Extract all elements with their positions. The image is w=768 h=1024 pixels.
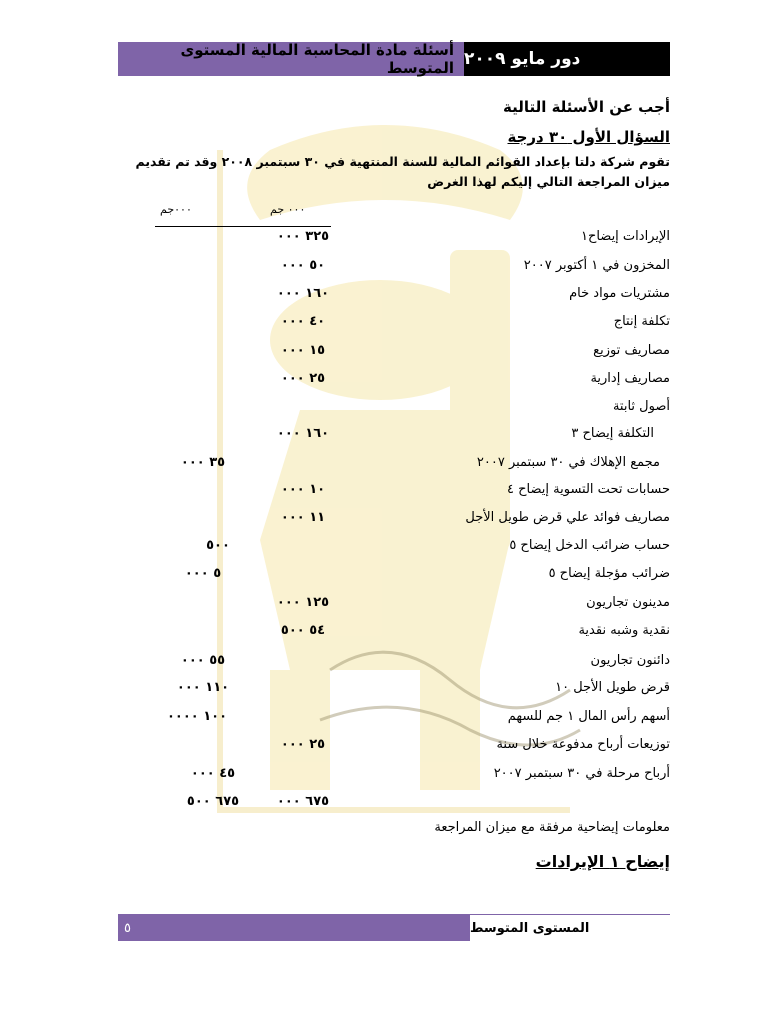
row-label: المخزون في ١ أكتوبر ٢٠٠٧: [523, 258, 670, 273]
row-label: حساب ضرائب الدخل إيضاح ٥: [509, 538, 670, 553]
row-debit: ٥٠ ٠٠٠: [280, 258, 326, 273]
row-label: ضرائب مؤجلة إيضاح ٥: [548, 566, 670, 581]
header-title: أسئلة مادة المحاسبة المالية المستوى المتوسط: [118, 42, 464, 76]
row-label: دائنون تجاريون: [590, 653, 670, 668]
row-label: أسهم رأس المال ١ جم للسهم: [507, 709, 670, 724]
row-label: التكلفة إيضاح ٣: [571, 426, 654, 441]
table-row: [118, 452, 670, 474]
row-label: مجمع الإهلاك في ٣٠ سبتمبر ٢٠٠٧: [476, 455, 660, 470]
table-row: [118, 592, 670, 614]
row-label: أرباح مرحلة في ٣٠ سبتمبر ٢٠٠٧: [493, 766, 670, 781]
row-debit: ٢٥ ٠٠٠: [280, 737, 326, 752]
row-label: حسابات تحت التسوية إيضاح ٤: [507, 482, 670, 497]
row-debit: ١٢٥ ٠٠٠: [276, 595, 330, 610]
row-label: قرض طويل الأجل ١٠: [555, 680, 670, 695]
table-row: [118, 650, 670, 672]
column-header-1: ٠٠٠ جم: [270, 203, 306, 216]
row-debit: ١٠ ٠٠٠: [280, 482, 326, 497]
row-label: مصاريف إدارية: [590, 371, 670, 386]
table-row: [118, 396, 670, 418]
table-row: [118, 255, 670, 277]
header-bar: [118, 42, 670, 76]
row-label: مدينون تجاريون: [586, 595, 670, 610]
row-label: مصاريف فوائد علي قرض طويل الأجل: [465, 510, 670, 525]
row-label: توزيعات أرباح مدفوعة خلال سنة: [496, 737, 670, 752]
row-credit: ٥ ٠٠٠: [184, 566, 222, 581]
row-debit: ٥٤ ٥٠٠: [280, 623, 326, 638]
row-debit: ٤٠ ٠٠٠: [280, 314, 326, 329]
table-row: [118, 283, 670, 305]
row-debit: ١١ ٠٠٠: [280, 510, 326, 525]
question-heading: السؤال الأول ٣٠ درجة: [507, 128, 670, 146]
question-intro: تقوم شركة دلتا بإعداد القوائم المالية للسنة المنتهية في ٣٠ سبتمبر ٢٠٠٨ وقد تم تقديم ميزان المراجعة التالي إليكم لهذا الغرض: [135, 154, 670, 189]
table-row: [118, 368, 670, 390]
row-credit: ٦٧٥ ٥٠٠: [186, 794, 240, 809]
row-debit: ٢٥ ٠٠٠: [280, 371, 326, 386]
footer-bar: [118, 914, 670, 941]
row-debit: ٦٧٥ ٠٠٠: [276, 794, 330, 809]
row-label: أصول ثابتة: [612, 399, 670, 414]
table-row: [118, 677, 670, 699]
table-row: [118, 479, 670, 501]
table-row: [118, 507, 670, 529]
row-label: تكلفة إنتاج: [613, 314, 670, 329]
notes-text: معلومات إيضاحية مرفقة مع ميزان المراجعة: [434, 820, 670, 835]
header-session: دور مايو ٢٠٠٩: [464, 42, 670, 76]
row-debit: ٣٢٥ ٠٠٠: [276, 229, 330, 244]
table-row: [118, 226, 670, 248]
row-debit: ١٦٠ ٠٠٠: [276, 286, 330, 301]
row-credit: ١٠٠ ٠٠٠٠: [166, 709, 228, 724]
row-debit: ١٦٠ ٠٠٠: [276, 426, 330, 441]
instructions-heading: أجب عن الأسئلة التالية: [502, 98, 670, 116]
table-row: [118, 763, 670, 785]
row-debit: ١٥ ٠٠٠: [280, 343, 326, 358]
row-credit: ٥٥ ٠٠٠: [180, 653, 226, 668]
table-row: [118, 535, 670, 557]
explanation-heading: إيضاح ١ الإيرادات: [535, 852, 670, 871]
row-label: الإيرادات إيضاح١: [580, 229, 670, 244]
table-row: [118, 340, 670, 362]
row-label: مصاريف توزيع: [593, 343, 670, 358]
table-row-total: [118, 791, 670, 813]
table-row: [118, 423, 670, 445]
table-row: [118, 706, 670, 728]
row-label: مشتريات مواد خام: [569, 286, 670, 301]
table-row: [118, 563, 670, 585]
footer-level: المستوى المتوسط: [470, 920, 590, 936]
row-credit: ٤٥ ٠٠٠: [190, 766, 236, 781]
row-credit: ٣٥ ٠٠٠: [180, 455, 226, 470]
table-row: [118, 311, 670, 333]
page-number: ٥: [118, 915, 470, 941]
row-credit: ١١٠ ٠٠٠: [176, 680, 230, 695]
table-row: [118, 620, 670, 642]
row-credit: ٥٠٠: [206, 538, 230, 553]
column-header-2: ٠٠٠جم: [160, 203, 192, 216]
table-row: [118, 734, 670, 756]
row-label: نقدية وشبه نقدية: [578, 623, 670, 638]
